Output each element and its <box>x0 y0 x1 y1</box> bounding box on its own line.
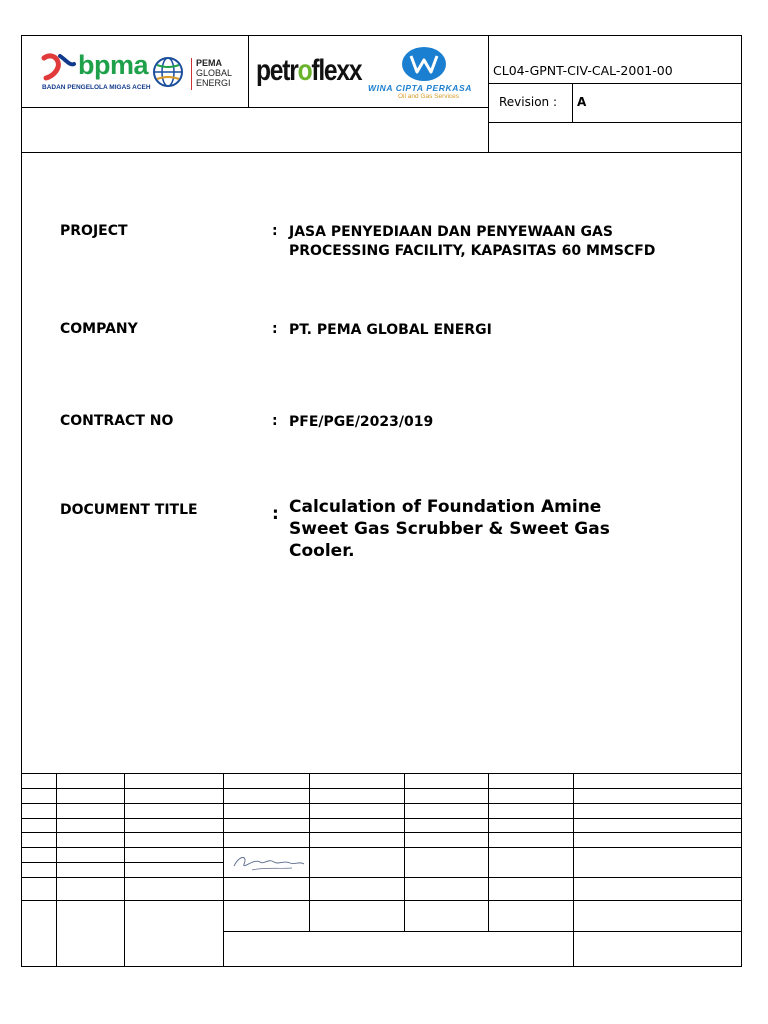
revision-divider <box>572 83 573 122</box>
table-col <box>309 773 310 931</box>
table-col <box>56 773 57 967</box>
contract-colon: : <box>272 413 278 429</box>
table-rule <box>21 900 742 901</box>
table-rule <box>21 847 742 848</box>
header-divider-2 <box>488 35 489 153</box>
table-rule <box>21 862 224 863</box>
bpma-logo-subtitle: BADAN PENGELOLA MIGAS ACEH <box>42 84 151 91</box>
petroflexx-logo <box>256 54 361 88</box>
pema-line1: PEMA <box>196 58 223 68</box>
wina-logo-tagline: Oil and Gas Services <box>398 93 460 100</box>
contract-value: PFE/PGE/2023/019 <box>289 414 434 430</box>
table-col <box>573 773 574 967</box>
pema-divider <box>191 58 192 90</box>
table-rule <box>21 832 742 833</box>
header-divider-1 <box>248 35 249 108</box>
company-label: COMPANY <box>60 321 138 337</box>
signature-mark <box>230 852 306 874</box>
table-rule <box>21 818 742 819</box>
table-rule <box>21 803 742 804</box>
bpma-logo-text: bpma <box>78 50 149 80</box>
petroflexx-post: flexx <box>311 54 362 87</box>
table-rule <box>21 788 742 789</box>
globe-icon <box>151 55 185 89</box>
document-title-colon: : <box>272 504 279 524</box>
header-bottom-rule <box>21 152 742 153</box>
document-number: CL04-GPNT-CIV-CAL-2001-00 <box>493 63 673 78</box>
document-title-label: DOCUMENT TITLE <box>60 502 198 518</box>
table-col <box>223 773 224 967</box>
header-rule-logos <box>21 107 488 108</box>
document-title-value: Calculation of Foundation Amine Sweet Gas Scrubber & Sweet Gas Cooler. <box>289 497 610 561</box>
table-rule <box>223 931 742 932</box>
table-col <box>404 773 405 931</box>
table-rule <box>21 877 742 878</box>
wina-logo-name: WINA CIPTA PERKASA <box>368 83 472 93</box>
petroflexx-pre: petr <box>256 54 298 87</box>
pema-line2: GLOBAL <box>196 68 233 78</box>
project-colon: : <box>272 223 278 239</box>
header-rule-revision <box>488 122 742 123</box>
petroflexx-o: o <box>297 54 312 87</box>
header-rule-docno <box>488 83 742 84</box>
table-col <box>124 773 125 967</box>
company-colon: : <box>272 321 278 337</box>
company-value: PT. PEMA GLOBAL ENERGI <box>289 322 492 338</box>
pema-logo <box>196 58 232 88</box>
bpma-logo-icon <box>40 52 80 84</box>
revision-value: A <box>577 95 587 109</box>
table-rule <box>21 773 742 774</box>
table-col <box>488 773 489 931</box>
wina-logo-icon <box>400 46 448 82</box>
revision-label: Revision : <box>499 95 558 109</box>
contract-label: CONTRACT NO <box>60 413 174 429</box>
project-value: JASA PENYEDIAAN DAN PENYEWAAN GAS PROCESSING FACILITY, KAPASITAS 60 MMSCFD <box>289 224 656 259</box>
project-label: PROJECT <box>60 223 128 239</box>
pema-line3: ENERGI <box>196 78 231 88</box>
